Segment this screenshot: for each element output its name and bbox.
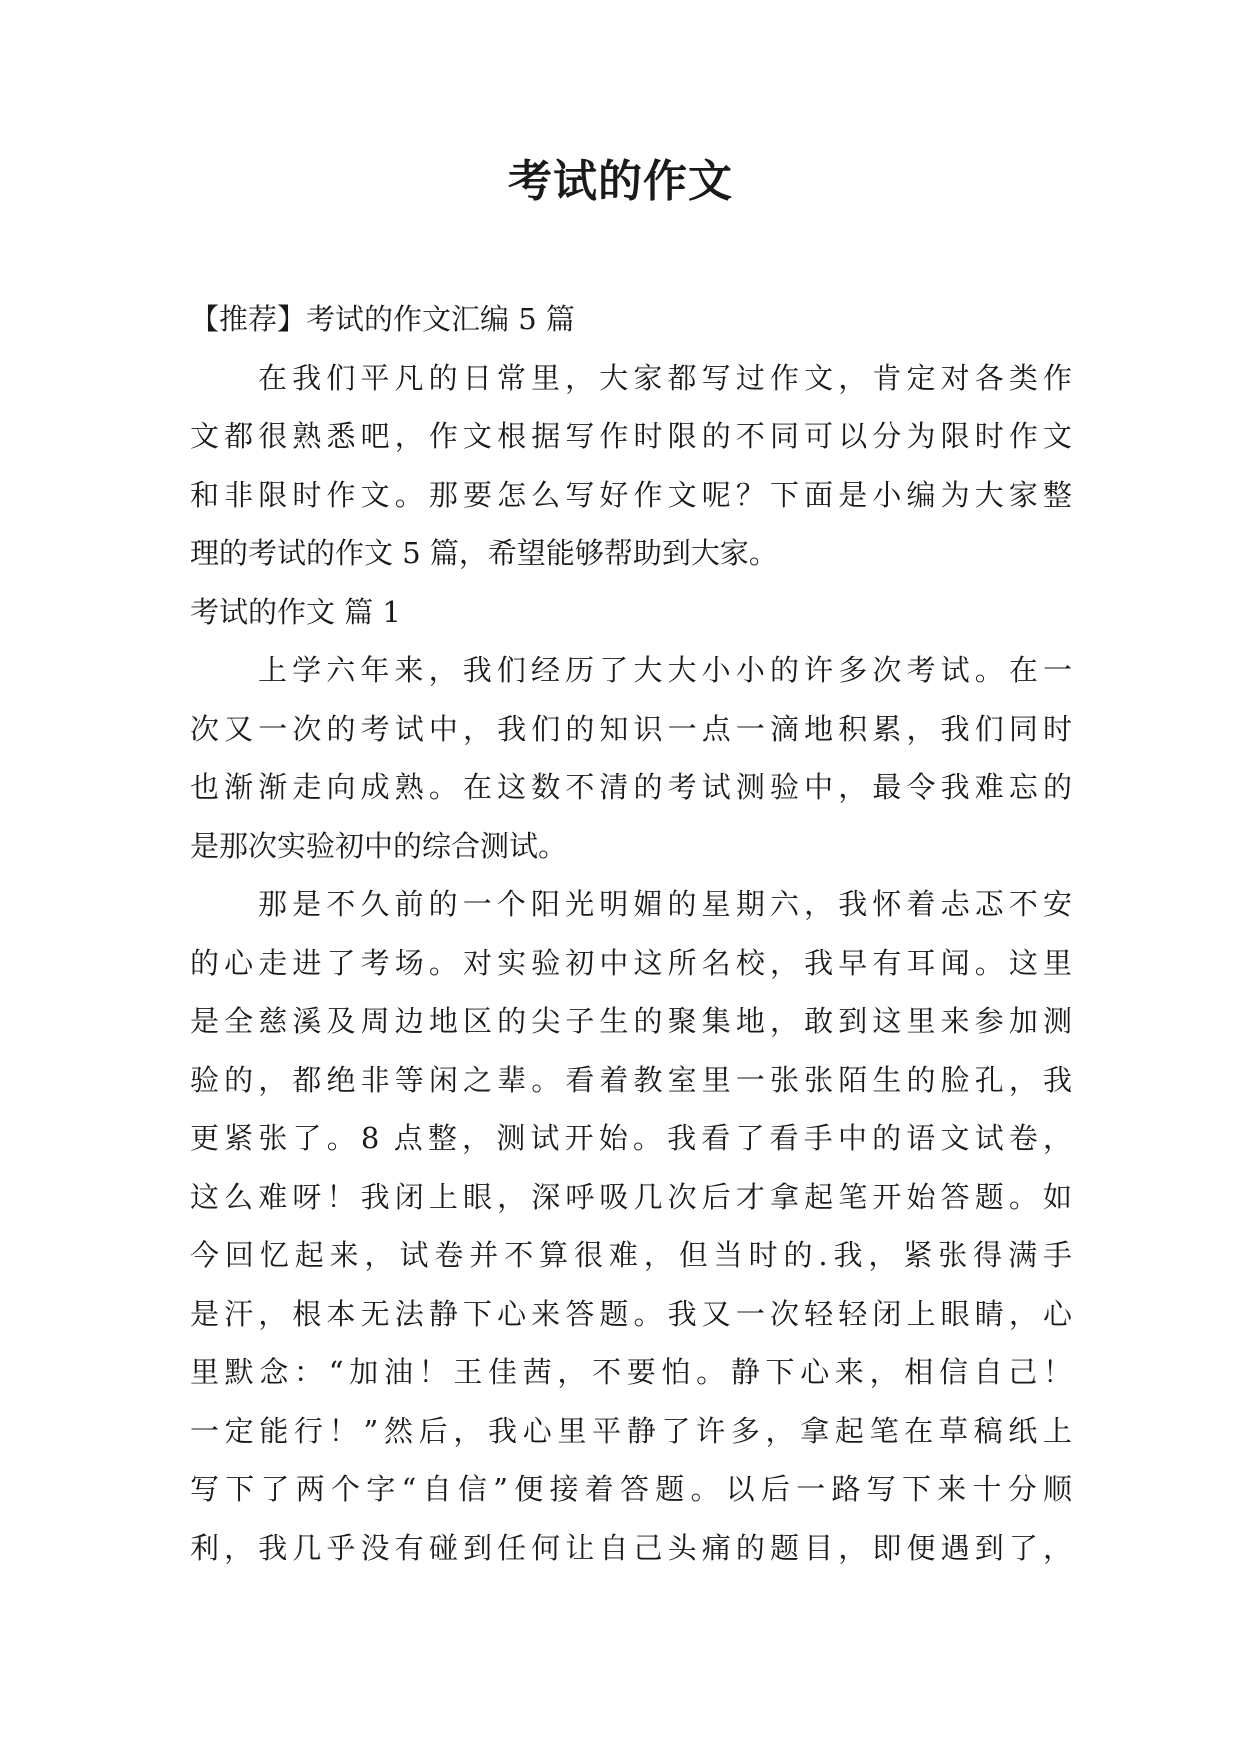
paragraph-line: 是全慈溪及周边地区的尖子生的聚集地，敢到这里来参加测	[190, 1004, 1072, 1038]
document-title: 考试的作文	[508, 156, 733, 207]
paragraph-line: 写下了两个字“自信”便接着答题。以后一路写下来十分顺	[190, 1472, 1072, 1506]
paragraph-line: 是那次实验初中的综合测试。	[190, 828, 568, 863]
paragraph-line: 这么难呀！我闭上眼，深呼吸几次后才拿起笔开始答题。如	[190, 1179, 1072, 1214]
paragraph-line: 今回忆起来，试卷并不算很难，但当时的.我，紧张得满手	[190, 1238, 1072, 1272]
intro-heading: 【推荐】考试的作文汇编 5 篇	[190, 302, 575, 336]
paragraph-line: 次又一次的考试中，我们的知识一点一滴地积累，我们同时	[190, 711, 1072, 746]
section-heading: 考试的作文 篇 1	[190, 594, 401, 629]
paragraph-line: 那是不久前的一个阳光明媚的星期六，我怀着忐忑不安	[258, 887, 1072, 921]
paragraph-line: 利，我几乎没有碰到任何让自己头痛的题目，即便遇到了，	[190, 1530, 1072, 1565]
paragraph-line: 和非限时作文。那要怎么写好作文呢？下面是小编为大家整	[190, 477, 1072, 512]
paragraph-line: 也渐渐走向成熟。在这数不清的考试测验中，最令我难忘的	[190, 770, 1072, 804]
paragraph-line: 里默念：“加油！王佳茜，不要怕。静下心来，相信自己！	[190, 1355, 1072, 1389]
paragraph-line: 更紧张了。8 点整，测试开始。我看了看手中的语文试卷，	[190, 1121, 1072, 1155]
paragraph-line: 在我们平凡的日常里，大家都写过作文，肯定对各类作	[258, 360, 1072, 395]
paragraph-line: 理的考试的作文 5 篇，希望能够帮助到大家。	[190, 536, 778, 570]
paragraph-line: 是汗，根本无法静下心来答题。我又一次轻轻闭上眼睛，心	[190, 1296, 1072, 1331]
paragraph-line: 上学六年来，我们经历了大大小小的许多次考试。在一	[258, 653, 1072, 687]
document-body	[190, 290, 1072, 1577]
paragraph-line: 验的，都绝非等闲之辈。看着教室里一张张陌生的脸孔，我	[190, 1062, 1072, 1097]
paragraph-line: 一定能行！”然后，我心里平静了许多，拿起笔在草稿纸上	[190, 1413, 1072, 1448]
paragraph-line: 文都很熟悉吧，作文根据写作时限的不同可以分为限时作文	[190, 419, 1072, 453]
paragraph-line: 的心走进了考场。对实验初中这所名校，我早有耳闻。这里	[190, 945, 1072, 980]
